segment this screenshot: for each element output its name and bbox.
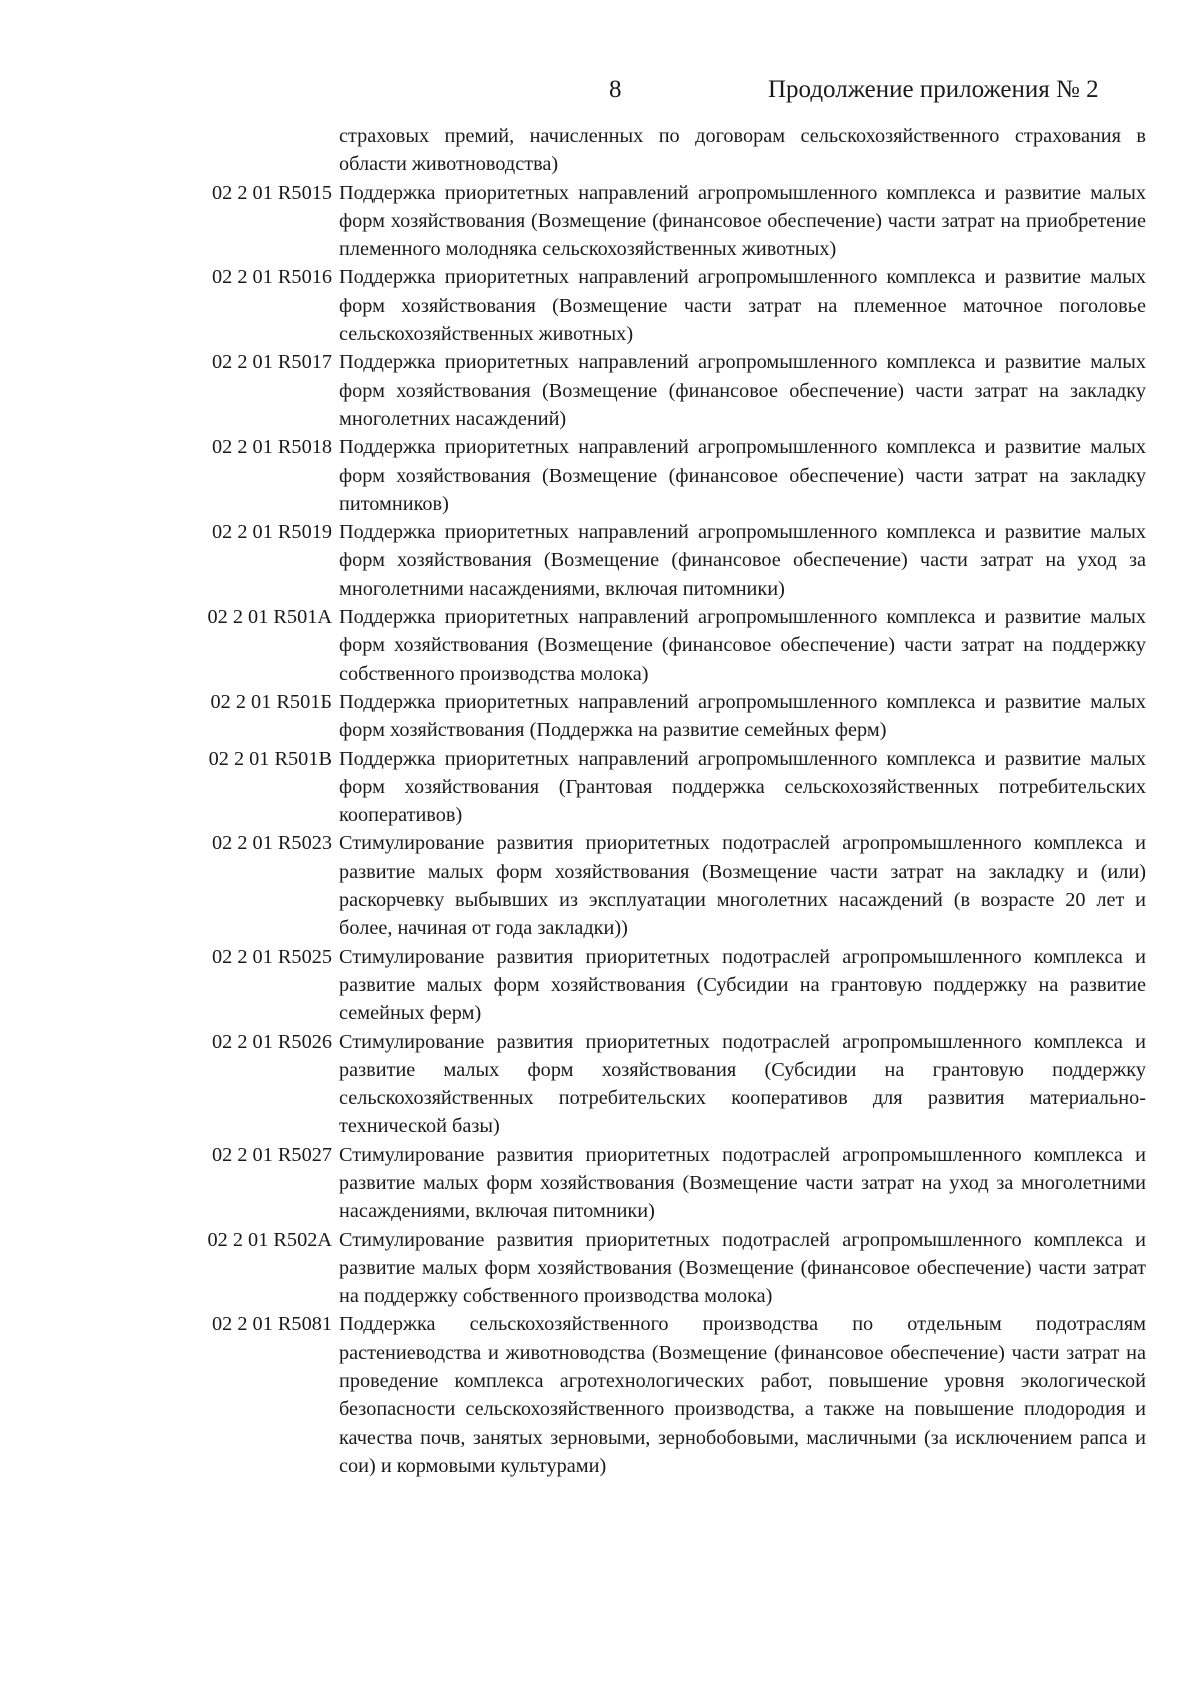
entry-description: Стимулирование развития приоритетных подотраслей агропромышленного комплекса и развитие малых форм хозяйствования (Возмещение части затрат на уход за многолетними насаждениями, включая питомники) — [339, 1143, 1146, 1223]
list-item — [171, 348, 1146, 433]
entry-code: 02 2 01 R5016 — [211, 266, 332, 289]
entry-code: 02 2 01 R5023 — [211, 832, 332, 855]
list-item — [171, 263, 1146, 348]
budget-classification-list — [171, 122, 1146, 1480]
entry-code: 02 2 01 R5019 — [211, 521, 332, 544]
list-item — [171, 829, 1146, 942]
appendix-continuation-label: Продолжение приложения № 2 — [768, 76, 1099, 103]
list-item — [171, 518, 1146, 603]
list-item — [171, 1028, 1146, 1141]
entry-code: 02 2 01 R5027 — [211, 1143, 332, 1166]
entry-description: Поддержка приоритетных направлений агропромышленного комплекса и развитие малых форм хозяйствования (Возмещение части затрат на племенное маточное поголовье сельскохозяйственных животных) — [339, 266, 1146, 346]
entry-description: Поддержка приоритетных направлений агропромышленного комплекса и развитие малых форм хозяйствования (Возмещение (финансовое обеспечение) части затрат на приобретение племенного молодняка сельскохозяйственных животных) — [339, 181, 1146, 261]
list-item — [171, 122, 1146, 179]
list-item — [171, 745, 1146, 830]
list-item — [171, 1310, 1146, 1480]
page-header — [0, 76, 1200, 116]
list-item — [171, 943, 1146, 1028]
page-number: 8 — [609, 76, 622, 103]
entry-description: Поддержка приоритетных направлений агропромышленного комплекса и развитие малых форм хозяйствования (Возмещение (финансовое обеспечение) части затрат на уход за многолетними насаждениями, включая питомники) — [339, 521, 1146, 600]
list-item — [171, 179, 1146, 264]
entry-description: Стимулирование развития приоритетных подотраслей агропромышленного комплекса и развитие малых форм хозяйствования (Возмещение части затрат на закладку и (или) раскорчевку выбывших из эксплуатации многолетних насаждений (в возрасте 20 лет и более, начиная от года закладки)) — [339, 832, 1146, 940]
entry-code: 02 2 01 R5081 — [211, 1313, 332, 1336]
entry-code: 02 2 01 R501А — [207, 606, 332, 629]
entry-code: 02 2 01 R5025 — [211, 945, 332, 968]
entry-code: 02 2 01 R5017 — [211, 351, 332, 374]
entry-description: Поддержка приоритетных направлений агропромышленного комплекса и развитие малых форм хозяйствования (Поддержка на развитие семейных ферм) — [339, 690, 1146, 742]
list-item — [171, 688, 1146, 745]
list-item — [171, 1226, 1146, 1311]
entry-code: 02 2 01 R502А — [207, 1228, 332, 1251]
entry-description: Стимулирование развития приоритетных подотраслей агропромышленного комплекса и развитие малых форм хозяйствования (Возмещение (финансовое обеспечение) части затрат на поддержку собственного производства молока) — [339, 1228, 1146, 1308]
entry-code: 02 2 01 R501Б — [210, 690, 332, 713]
list-item — [171, 433, 1146, 518]
entry-description: Поддержка приоритетных направлений агропромышленного комплекса и развитие малых форм хозяйствования (Возмещение (финансовое обеспечение) части затрат на поддержку собственного производства молока) — [339, 606, 1146, 685]
entry-description: Поддержка сельскохозяйственного производства по отдельным подотраслям растениеводства и животноводства (Возмещение (финансовое обеспечение) части затрат на проведение комплекса агротехнологических работ, повышение уровня экологической безопасности сельскохозяйственного производства, а также на повышение плодородия и качества почв, занятых зерновыми, зернобобовыми, масличными (за исключением рапса и сои) и кормовыми культурами) — [339, 1313, 1146, 1477]
entry-code: 02 2 01 R5026 — [211, 1030, 332, 1053]
entry-description: Поддержка приоритетных направлений агропромышленного комплекса и развитие малых форм хозяйствования (Возмещение (финансовое обеспечение) части затрат на закладку многолетних насаждений) — [339, 351, 1146, 430]
entry-description: Поддержка приоритетных направлений агропромышленного комплекса и развитие малых форм хозяйствования (Возмещение (финансовое обеспечение) части затрат на закладку питомников) — [339, 436, 1146, 515]
entry-code: 02 2 01 R501В — [208, 747, 332, 770]
entry-description: Стимулирование развития приоритетных подотраслей агропромышленного комплекса и развитие малых форм хозяйствования (Субсидии на грантовую поддержку сельскохозяйственных потребительских кооперативов для развития материально-технической базы) — [339, 1030, 1146, 1138]
entry-description: Стимулирование развития приоритетных подотраслей агропромышленного комплекса и развитие малых форм хозяйствования (Субсидии на грантовую поддержку на развитие семейных ферм) — [339, 945, 1146, 1025]
entry-description: Поддержка приоритетных направлений агропромышленного комплекса и развитие малых форм хозяйствования (Грантовая поддержка сельскохозяйственных потребительских кооперативов) — [339, 747, 1146, 827]
entry-code: 02 2 01 R5018 — [211, 436, 332, 459]
list-item — [171, 1141, 1146, 1226]
entry-description: страховых премий, начисленных по договорам сельскохозяйственного страхования в области животноводства) — [339, 125, 1146, 176]
entry-code: 02 2 01 R5015 — [211, 181, 332, 204]
list-item — [171, 603, 1146, 688]
